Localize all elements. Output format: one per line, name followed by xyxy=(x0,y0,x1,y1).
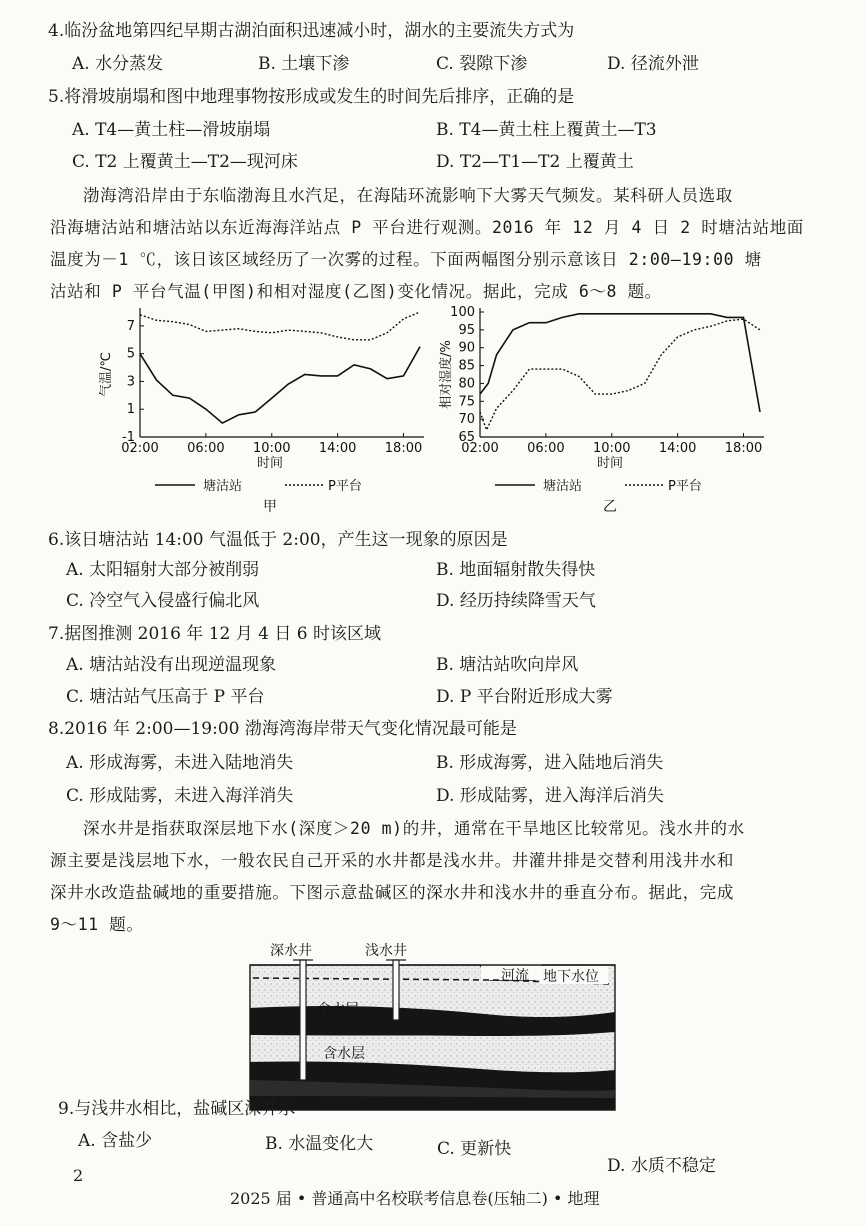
temp-series-p-platform xyxy=(140,312,420,340)
q9-option-d: D. 水质不稳定 xyxy=(607,1156,716,1176)
q7-option-c: C. 塘沽站气压高于 P 平台 xyxy=(66,687,265,707)
q5-stem: 5.将滑坡崩塌和图中地理事物按形成或发生的时间先后排序，正确的是 xyxy=(48,87,575,107)
q6-option-d: D. 经历持续降雪天气 xyxy=(436,591,596,611)
q7-option-a: A. 塘沽站没有出现逆温现象 xyxy=(66,655,277,675)
label-aquifer-upper: 含水层 xyxy=(317,1002,359,1018)
passage-wells-line: 深井水改造盐碱地的重要措施。下图示意盐碱区的深水井和浅水井的垂直分布。据此，完成 xyxy=(50,883,734,902)
temp-x-tick-label: 02:00 xyxy=(121,441,159,456)
humidity-x-tick-label: 10:00 xyxy=(593,441,631,456)
humidity-y-tick-label: 90 xyxy=(458,340,475,356)
q5-option-c: C. T2 上覆黄土—T2—现河床 xyxy=(72,152,298,172)
humidity-legend-p: P平台 xyxy=(668,479,702,494)
chart-temperature xyxy=(95,300,435,515)
q4-option-d: D. 径流外泄 xyxy=(607,54,699,74)
label-river: 河流 xyxy=(501,968,529,984)
label-deep-well: 深水井 xyxy=(270,943,312,959)
q8-option-a: A. 形成海雾，未进入陆地消失 xyxy=(66,753,294,773)
passage-fog-line: 沿海塘沽站和塘沽站以东近海海洋站点 P 平台进行观测。2016 年 12 月 4 日 2 时塘沽站地面 xyxy=(50,218,804,237)
temp-y-tick-label: 7 xyxy=(126,318,135,334)
humidity-series-p-platform xyxy=(480,319,760,430)
q8-option-c: C. 形成陆雾，未进入海洋消失 xyxy=(66,786,294,806)
passage-wells-line: 深水井是指获取深层地下水(深度＞20 m)的井，通常在干旱地区比较常见。浅水井的水 xyxy=(83,819,745,838)
passage-wells xyxy=(50,813,825,941)
humidity-x-axis-label: 时间 xyxy=(596,456,624,471)
temp-x-tick-label: 06:00 xyxy=(187,441,225,456)
temp-legend-p: P平台 xyxy=(328,479,362,494)
passage-fog xyxy=(50,180,825,308)
chart-humidity xyxy=(435,300,775,515)
humidity-legend-tanggu: 塘沽站 xyxy=(543,479,583,494)
label-aquifer-lower: 含水层 xyxy=(323,1046,365,1062)
humidity-y-tick-label: 75 xyxy=(458,394,475,410)
temp-y-tick-label: 1 xyxy=(126,402,135,418)
q5-option-d: D. T2—T1—T2 上覆黄土 xyxy=(436,152,634,172)
temp-y-tick-label: 3 xyxy=(126,374,135,390)
temp-x-tick-label: 14:00 xyxy=(318,441,357,456)
q8-stem: 8.2016 年 2:00—19:00 渤海湾海岸带天气变化情况最可能是 xyxy=(48,719,517,739)
humidity-y-tick-label: 100 xyxy=(450,305,475,320)
temp-y-tick-label: 5 xyxy=(126,346,135,362)
q6-option-b: B. 地面辐射散失得快 xyxy=(436,560,596,580)
q4-stem: 4.临汾盆地第四纪早期古湖泊面积迅速减小时，湖水的主要流失方式为 xyxy=(48,21,575,41)
temp-x-axis-label: 时间 xyxy=(256,456,284,471)
temp-legend-tanggu: 塘沽站 xyxy=(203,479,243,494)
temp-y-tick-label: -1 xyxy=(122,430,135,445)
q9-option-c: C. 更新快 xyxy=(437,1139,512,1159)
q9-option-a: A. 含盐少 xyxy=(78,1131,153,1151)
well-diagram xyxy=(245,940,625,1115)
passage-fog-line: 沽站和 P 平台气温(甲图)和相对湿度(乙图)变化情况。据此，完成 6～8 题。 xyxy=(50,282,662,301)
q9-stem: 9.与浅井水相比，盐碱区深井水 xyxy=(58,1099,296,1119)
q7-option-d: D. P 平台附近形成大雾 xyxy=(436,687,613,707)
passage-wells-line: 源主要是浅层地下水，一般农民自己开采的水井都是浅水井。井灌井排是交替利用浅井水和 xyxy=(50,851,734,870)
temp-x-tick-label: 10:00 xyxy=(253,441,291,456)
q7-option-b: B. 塘沽站吹向岸风 xyxy=(436,655,579,675)
humidity-y-tick-label: 85 xyxy=(458,358,475,374)
passage-wells-line: 9～11 题。 xyxy=(50,915,144,934)
humidity-title: 乙 xyxy=(603,499,617,515)
q4-option-c: C. 裂隙下渗 xyxy=(436,54,528,74)
passage-fog-line: 渤海湾沿岸由于东临渤海且水汽足，在海陆环流影响下大雾天气频发。某科研人员选取 xyxy=(83,186,733,205)
q8-option-b: B. 形成海雾，进入陆地后消失 xyxy=(436,753,664,773)
q7-stem: 7.据图推测 2016 年 12 月 4 日 6 时该区域 xyxy=(48,624,381,644)
humidity-y-tick-label: 70 xyxy=(458,412,475,428)
q8-option-d: D. 形成陆雾，进入海洋后消失 xyxy=(436,786,664,806)
humidity-y-tick-label: 65 xyxy=(458,430,475,445)
humidity-y-tick-label: 80 xyxy=(458,376,475,392)
humidity-x-tick-label: 18:00 xyxy=(724,441,763,456)
humidity-series-tanggu xyxy=(480,314,760,412)
q6-option-c: C. 冷空气入侵盛行偏北风 xyxy=(66,591,260,611)
page-number: 2 xyxy=(73,1166,84,1185)
humidity-y-axis-label: 相对湿度/% xyxy=(439,340,454,409)
q5-option-b: B. T4—黄土柱上覆黄土—T3 xyxy=(436,120,657,140)
q4-option-a: A. 水分蒸发 xyxy=(72,54,164,74)
label-water-table: 地下水位 xyxy=(543,969,599,985)
humidity-x-tick-label: 06:00 xyxy=(527,441,565,456)
q4-option-b: B. 土壤下渗 xyxy=(258,54,350,74)
temp-x-tick-label: 18:00 xyxy=(384,441,423,456)
passage-fog-line: 温度为－1 ℃，该日该区域经历了一次雾的过程。下面两幅图分别示意该日 2:00—19:00 塘 xyxy=(50,250,762,269)
humidity-x-tick-label: 14:00 xyxy=(658,441,697,456)
label-shallow-well: 浅水井 xyxy=(365,943,407,959)
q6-option-a: A. 太阳辐射大部分被削弱 xyxy=(66,560,260,580)
q9-option-b: B. 水温变化大 xyxy=(265,1134,374,1154)
footer-title: 2025 届 • 普通高中名校联考信息卷(压轴二) • 地理 xyxy=(230,1189,600,1208)
humidity-y-tick-label: 95 xyxy=(458,322,475,338)
q6-stem: 6.该日塘沽站 14:00 气温低于 2:00，产生这一现象的原因是 xyxy=(48,530,508,550)
temp-y-axis-label: 气温/℃ xyxy=(99,352,114,397)
temp-title: 甲 xyxy=(263,499,277,515)
q5-option-a: A. T4—黄土柱—滑坡崩塌 xyxy=(72,120,271,140)
temp-series-tanggu xyxy=(140,347,420,423)
humidity-x-tick-label: 02:00 xyxy=(461,441,499,456)
